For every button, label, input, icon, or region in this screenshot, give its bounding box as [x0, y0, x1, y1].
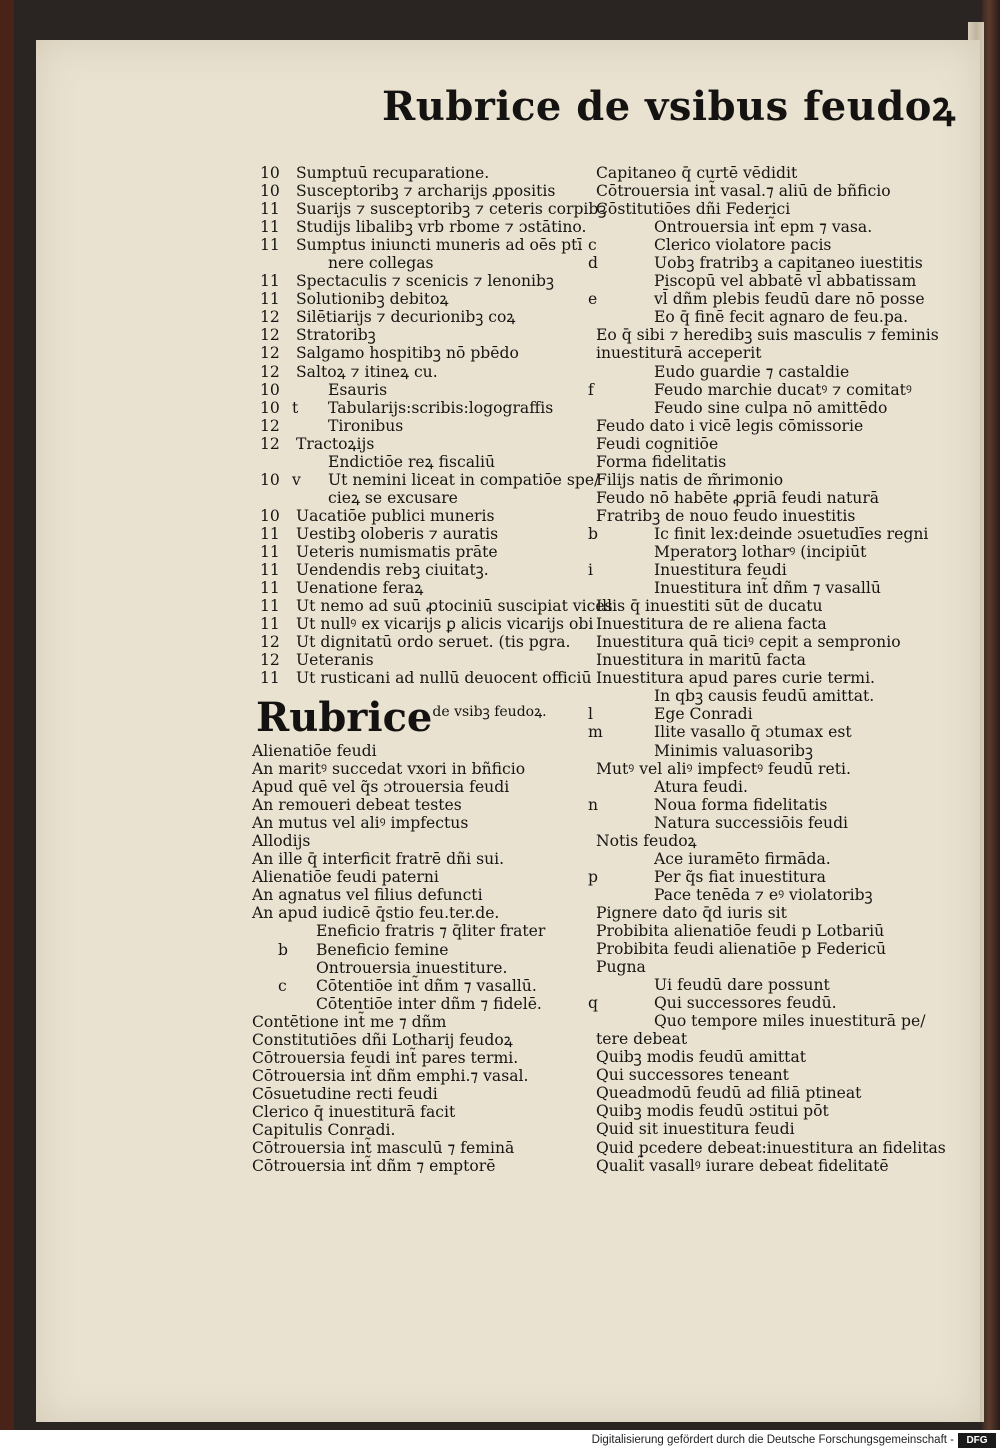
index-entry: [260, 272, 590, 290]
margin-letter: m: [588, 723, 603, 742]
folio-number: 11: [260, 290, 280, 309]
index-entry: [252, 778, 582, 796]
entry-text: Feudi cognitiōe: [596, 434, 719, 453]
index-entry: [260, 435, 590, 453]
entry-text: Clerico violatore pacis: [654, 236, 832, 255]
entry-text: Silētiarijs ⁊ decurionibꝫ coꝝ: [296, 308, 516, 327]
entry-text: Apud quē vel q̃s ɔtrouersia feudi: [252, 778, 510, 797]
folio-number: 12: [260, 308, 280, 327]
index-entry: [588, 1066, 918, 1084]
index-entry: [588, 868, 918, 886]
index-entry: [252, 814, 582, 832]
entry-text: Uacatiōe publici muneris: [296, 506, 495, 525]
index-entry: [252, 1067, 582, 1085]
entry-text: Feudo sine culpa nō amittēdo: [654, 398, 888, 417]
digitization-footer: [0, 1430, 1000, 1452]
entry-text: Minimis valuasoribꝫ: [654, 741, 813, 760]
entry-text: Suarijs ⁊ susceptoribꝫ ⁊ ceteris corpibꝫ: [296, 200, 607, 219]
folio-number: 10: [260, 164, 280, 182]
entry-text: Feudo marchie ducatꝰ ⁊ comitatꝰ: [654, 380, 912, 399]
folio-number: 12: [260, 633, 280, 652]
index-column-right: [588, 164, 946, 1175]
entry-text: Quid pcedere debeat:inuestitura an fidelitas: [596, 1138, 946, 1157]
entry-text: Atura feudi.: [654, 777, 748, 796]
entry-text: Uenatione feraꝝ: [296, 579, 424, 598]
index-entry: [588, 850, 918, 868]
index-entry: [260, 470, 600, 489]
folio-number: 11: [260, 524, 280, 543]
index-entry: [260, 200, 607, 219]
index-entry: [588, 200, 918, 218]
index-entry: [260, 561, 590, 579]
folio-number: 11: [260, 561, 280, 580]
index-entry: [588, 1157, 918, 1175]
index-entry: [252, 977, 582, 995]
index-entry: [588, 1102, 918, 1120]
entry-text: Uestibꝫ oloberis ⁊ auratis: [296, 524, 499, 543]
index-entry: [588, 254, 923, 273]
index-entry: [588, 453, 918, 471]
index-entry: [252, 868, 582, 886]
entry-text: Cōtrouersia int̃ dñm ⁊ emptorē: [252, 1157, 496, 1176]
index-entry: [588, 524, 929, 543]
entry-text: Inuestitura in maritū facta: [596, 651, 806, 670]
margin-letter: t: [292, 398, 299, 417]
index-entry: [588, 958, 918, 976]
index-entry: [252, 922, 582, 940]
entry-text: Mutꝰ vel aliꝰ impfectꝰ feudū reti.: [596, 759, 851, 778]
folio-number: 10: [260, 398, 280, 417]
entry-text: Quibꝫ modis feudū amittat: [596, 1048, 807, 1067]
margin-letter: d: [588, 254, 598, 273]
margin-letter: b: [278, 940, 288, 959]
index-entry: [588, 778, 918, 796]
entry-text: Tractoꝝijs: [296, 434, 375, 453]
index-entry: [588, 742, 918, 760]
entry-text: Notis feudoꝝ: [596, 831, 697, 850]
entry-text: cieꝝ se excusare: [328, 488, 458, 507]
entry-text: Beneficio femine: [316, 940, 449, 959]
index-entry: [252, 959, 582, 977]
index-entry: [588, 1012, 926, 1031]
index-entry: [260, 326, 590, 344]
entry-text: Cōstitutiōes dñi Federici: [596, 200, 791, 219]
folio-number: 11: [260, 669, 280, 688]
index-entry: [588, 543, 918, 561]
index-entry: [588, 814, 918, 832]
entry-text: Eudo guardie ⁊ castaldie: [654, 362, 850, 381]
entry-text: In qbꝫ causis feudū amittat.: [654, 687, 875, 706]
index-entry: [588, 705, 918, 723]
index-entry: [260, 218, 590, 236]
entry-text: Feudo dato i vicē legis cōmissorie: [596, 416, 864, 435]
entry-text: Inuestitura int̃ dñm ⁊ vasallū: [654, 579, 881, 598]
entry-text: Illis q̄ inuestiti sūt de ducatu: [596, 597, 823, 616]
margin-letter: n: [588, 795, 599, 814]
index-entry: [588, 417, 918, 435]
entry-text: Allodijs: [252, 832, 311, 851]
index-entry: [588, 760, 918, 778]
entry-text: Filijs natis de m̃rimonio: [596, 470, 784, 489]
entry-text: Cōtrouersia int̃ dñm emphi.⁊ vasal.: [252, 1066, 529, 1085]
index-entry: [252, 1049, 582, 1067]
entry-text: Qui successores feudū.: [654, 994, 837, 1013]
entry-text: An apud iudicē q̄stio feu.ter.de.: [252, 904, 500, 923]
entry-text: Ut rusticani ad nullū deuocent officiū: [296, 669, 592, 688]
margin-letter: e: [588, 290, 598, 309]
index-entry: [252, 886, 582, 904]
margin-letter: f: [588, 380, 594, 399]
entry-text: Esauris: [328, 380, 388, 399]
entry-text: An maritꝰ succedat vxori in bñficio: [252, 760, 526, 779]
index-entry: [252, 1103, 582, 1121]
entry-text: Natura successiōis feudi: [654, 813, 849, 832]
index-entry: [260, 525, 590, 543]
section-heading: [256, 696, 547, 740]
entry-text: Tabularijs:scribis:logograffis: [328, 398, 554, 417]
entry-text: Ace iuramēto firmāda.: [654, 849, 831, 868]
index-entry: [260, 543, 590, 561]
entry-text: Alienatiōe feudi: [252, 742, 377, 760]
entry-text: nere collegas: [328, 254, 434, 273]
index-entry: [252, 1121, 582, 1139]
index-entry: [252, 995, 582, 1013]
index-entry: [260, 507, 590, 525]
index-column-left-upper: [260, 164, 613, 688]
entry-text: Probibita alienatiōe feudi p Lotbariū: [596, 921, 885, 940]
index-entry: [260, 615, 594, 634]
index-entry: [588, 1048, 918, 1066]
index-entry: [260, 236, 590, 254]
entry-text: Clerico q̄ inuestiturā facit: [252, 1102, 456, 1121]
folio-number: 11: [260, 579, 280, 598]
index-entry: [588, 994, 918, 1012]
index-entry: [588, 471, 918, 489]
index-entry: [260, 164, 590, 182]
entry-text: Piscopū vel abbatē vl̄ abbatissam: [654, 272, 917, 291]
entry-text: An ille q̄ interficit fratrē dñi sui.: [252, 850, 505, 869]
index-entry: [260, 669, 590, 687]
entry-text: An remoueri debeat testes: [252, 796, 462, 815]
index-entry: [260, 651, 590, 669]
index-entry: [588, 669, 918, 687]
dfg-logo: DFG: [958, 1433, 996, 1448]
index-entry: [588, 381, 918, 399]
index-entry: [588, 272, 918, 290]
margin-letter: v: [292, 470, 301, 489]
entry-text: Ut nemo ad suū ꝓtociniū suscipiat vices: [296, 597, 613, 616]
index-entry: [252, 1031, 582, 1049]
folio-number: 11: [260, 236, 280, 255]
index-entry: [260, 308, 590, 326]
index-entry: [588, 687, 918, 705]
entry-text: Forma fidelitatis: [596, 452, 727, 471]
index-entry: [588, 1084, 918, 1102]
margin-letter: b: [588, 524, 598, 543]
folio-number: 11: [260, 272, 280, 291]
entry-text: Ege Conradi: [654, 705, 753, 724]
entry-text: Quo tempore miles inuestiturā pe/: [654, 1012, 926, 1031]
entry-text: Uendendis rebꝫ ciuitatꝫ.: [296, 561, 489, 580]
entry-text: Per q̃s fiat inuestitura: [654, 867, 826, 886]
book-cover-right: [982, 0, 1000, 1430]
entry-text: Endictiōe reꝝ fiscaliū: [328, 452, 496, 471]
index-entry: [588, 922, 918, 940]
entry-text: Pugna: [596, 958, 646, 977]
index-entry: [588, 363, 918, 381]
folio-number: 10: [260, 182, 280, 201]
folio-number: 11: [260, 597, 280, 616]
folio-number: 12: [260, 416, 280, 435]
entry-text: An mutus vel aliꝰ impfectus: [252, 814, 469, 833]
index-entry: [260, 381, 590, 399]
index-entry: [588, 290, 925, 309]
index-entry: [252, 760, 582, 778]
entry-text: Queadmodū feudū ad filiā ptineat: [596, 1084, 862, 1103]
index-entry: [588, 832, 918, 850]
index-entry: [252, 742, 582, 760]
folio-number: 11: [260, 218, 280, 237]
entry-text: vl̄ dñm plebis feudū dare nō posse: [654, 290, 925, 309]
index-entry: [588, 723, 918, 741]
index-entry: [588, 651, 918, 669]
index-entry: [588, 597, 918, 615]
index-entry: [588, 796, 918, 814]
entry-text: Constitutiōes dñi Lotharij feudoꝝ: [252, 1030, 513, 1049]
folio-number: 11: [260, 542, 280, 561]
entry-text: Eo q̄ sibi ⁊ heredibꝫ suis masculis ⁊ feminis: [596, 326, 939, 345]
index-entry: [588, 218, 918, 236]
index-entry: [588, 615, 918, 633]
entry-text: Tironibus: [328, 416, 404, 435]
index-entry: [260, 579, 590, 597]
entry-text: Quibꝫ modis feudū ɔstitui pōt: [596, 1102, 829, 1121]
entry-text: Ueteris numismatis prāte: [296, 542, 498, 561]
entry-text: Ut dignitatū ordo seruet. (tis pgra.: [296, 633, 571, 652]
entry-text: Probibita feudi alienatiōe p Federicū: [596, 940, 886, 959]
entry-text: Eneficio fratris ⁊ q̄liter frater: [316, 922, 546, 941]
folio-number: 12: [260, 362, 280, 381]
entry-text: Ontrouersia int̃ epm ⁊ vasa.: [654, 218, 873, 237]
index-entry: [252, 904, 582, 922]
entry-text: Quid sit inuestitura feudi: [596, 1120, 795, 1139]
index-entry: [588, 1030, 918, 1048]
index-entry: [588, 940, 918, 958]
index-entry: [260, 182, 590, 200]
index-entry: [260, 453, 590, 471]
entry-text: Ontrouersia inuestiture.: [316, 958, 508, 977]
entry-text: Eo q̄ finē fecit agnaro de feu.pa.: [654, 308, 909, 327]
entry-text: Solutionibꝫ debitoꝝ: [296, 290, 449, 309]
entry-text: Contētione int̃ me ⁊ dñm: [252, 1012, 447, 1031]
index-entry: [260, 633, 590, 651]
entry-text: Susceptoribꝫ ⁊ archarijs ꝓpositis: [296, 182, 556, 201]
index-entry: [260, 254, 590, 272]
entry-text: Qui successores teneant: [596, 1066, 789, 1085]
index-entry: [588, 561, 918, 579]
index-entry: [588, 579, 918, 597]
folio-number: 10: [260, 380, 280, 399]
index-entry: [588, 236, 918, 254]
index-entry: [588, 326, 939, 345]
margin-letter: q: [588, 994, 598, 1013]
margin-letter: l: [588, 705, 593, 724]
entry-text: Feudo nō habēte ꝓpriā feudi naturā: [596, 488, 880, 507]
entry-text: Noua forma fidelitatis: [654, 795, 828, 814]
folio-number: 11: [260, 615, 280, 634]
index-entry: [260, 344, 590, 362]
index-entry: [260, 597, 613, 616]
entry-text: Qualit̃ vasallꝰ iurare debeat fidelitatē: [596, 1156, 889, 1175]
index-entry: [260, 399, 590, 417]
entry-text: Fratribꝫ de nouo feudo inuestitis: [596, 506, 856, 525]
page-heading: Rubrice de vsibus feudoꝝ: [382, 83, 956, 130]
margin-letter: i: [588, 561, 593, 580]
entry-text: Pace tenēda ⁊ eꝰ violatoribꝫ: [654, 885, 873, 904]
index-entry: [588, 1120, 918, 1138]
index-entry: [588, 633, 918, 651]
index-entry: [252, 1157, 582, 1175]
index-entry: [588, 344, 918, 362]
section-heading-main: Rubrice: [256, 694, 433, 741]
entry-text: Mperatorꝫ lotharꝰ (incipiūt: [654, 542, 867, 561]
entry-text: Ic finit lex:deinde ɔsuetudīes regni: [654, 524, 929, 543]
index-entry: [260, 489, 590, 507]
entry-text: Ilite vasallo q̄ ɔtumax est: [654, 723, 852, 742]
entry-text: Alienatiōe feudi paterni: [252, 868, 439, 887]
index-entry: [588, 904, 918, 922]
margin-letter: c: [588, 236, 597, 255]
entry-text: Stratoribꝫ: [296, 326, 376, 345]
index-entry: [588, 886, 918, 904]
index-entry: [588, 182, 918, 200]
index-entry: [252, 1139, 582, 1157]
index-entry: [252, 850, 582, 868]
entry-text: Inuestitura apud pares curie termi.: [596, 669, 876, 688]
entry-text: Salgamo hospitibꝫ nō pbēdo: [296, 344, 519, 363]
index-entry: [252, 796, 582, 814]
entry-text: Uobꝫ fratribꝫ a capitaneo iuestitis: [654, 254, 923, 273]
entry-text: Spectaculis ⁊ scenicis ⁊ lenonibꝫ: [296, 272, 554, 291]
section-heading-sub: de vsibꝫ feudoꝝ.: [432, 704, 547, 720]
index-entry: [260, 417, 590, 435]
index-entry: [252, 941, 582, 959]
margin-letter: c: [278, 976, 287, 995]
folio-number: 12: [260, 326, 280, 345]
folio-number: 12: [260, 344, 280, 363]
entry-text: tere debeat: [596, 1030, 688, 1049]
footer-credit-text: Digitalisierung gefördert durch die Deutsche Forschungsgemeinschaft -: [591, 1434, 954, 1446]
entry-text: Inuestitura feudi: [654, 561, 787, 580]
entry-text: Saltoꝝ ⁊ itineꝝ cu.: [296, 362, 438, 381]
folio-number: 10: [260, 470, 280, 489]
entry-text: Cōtrouersia int̃ vasal.⁊ aliū de bñficio: [596, 182, 891, 201]
entry-text: Cōtentiōe inter dñm ⁊ fidelē.: [316, 994, 542, 1013]
index-entry: [588, 399, 918, 417]
entry-text: Ut nullꝰ ex vicarijs ꝑ alicis vicarijs obi: [296, 615, 594, 634]
index-entry: [252, 1013, 582, 1031]
index-entry: [260, 290, 590, 308]
index-entry: [588, 435, 918, 453]
index-column-left-lower: [252, 742, 582, 1175]
folio-number: 12: [260, 434, 280, 453]
index-entry: [588, 507, 918, 525]
index-entry: [588, 308, 918, 326]
index-entry: [260, 363, 590, 381]
entry-text: inuestiturā acceperit: [596, 344, 762, 363]
book-cover-left: [0, 0, 14, 1430]
folio-number: 11: [260, 200, 280, 219]
index-entry: [252, 832, 582, 850]
entry-text: An agnatus vel filius defuncti: [252, 886, 483, 905]
entry-text: Cōtrouersia feudi int̃ pares termi.: [252, 1048, 519, 1067]
index-entry: [588, 1138, 946, 1157]
margin-letter: p: [588, 867, 598, 886]
entry-text: Sumptuū recuparatione.: [296, 164, 490, 182]
entry-text: Inuestitura quā ticiꝰ cepit a sempronio: [596, 633, 901, 652]
folio-number: 12: [260, 651, 280, 670]
entry-text: Pignere dato q̄d iuris sit: [596, 903, 787, 922]
entry-text: Cōtentiōe int̃ dñm ⁊ vasallū.: [316, 976, 537, 995]
entry-text: Sumptus iniuncti muneris ad oēs ptī: [296, 236, 583, 255]
entry-text: Inuestitura de re aliena facta: [596, 615, 827, 634]
entry-text: Cōtrouersia int̃ masculū ⁊ feminā: [252, 1139, 515, 1158]
entry-text: Ut nemini liceat in compatiōe spe/: [328, 470, 600, 489]
entry-text: Cōsuetudine recti feudi: [252, 1084, 438, 1103]
index-entry: [588, 164, 918, 182]
entry-text: Capitaneo q̄ curtē vēdidit: [596, 164, 798, 182]
index-entry: [588, 976, 918, 994]
folio-number: 10: [260, 506, 280, 525]
entry-text: Capitulis Conradi.: [252, 1120, 396, 1139]
index-entry: [252, 1085, 582, 1103]
entry-text: Studijs libalibꝫ vrb rbome ⁊ ɔstātino.: [296, 218, 587, 237]
entry-text: Ueteranis: [296, 651, 374, 670]
entry-text: Ui feudū dare possunt: [654, 976, 830, 995]
index-entry: [588, 489, 918, 507]
